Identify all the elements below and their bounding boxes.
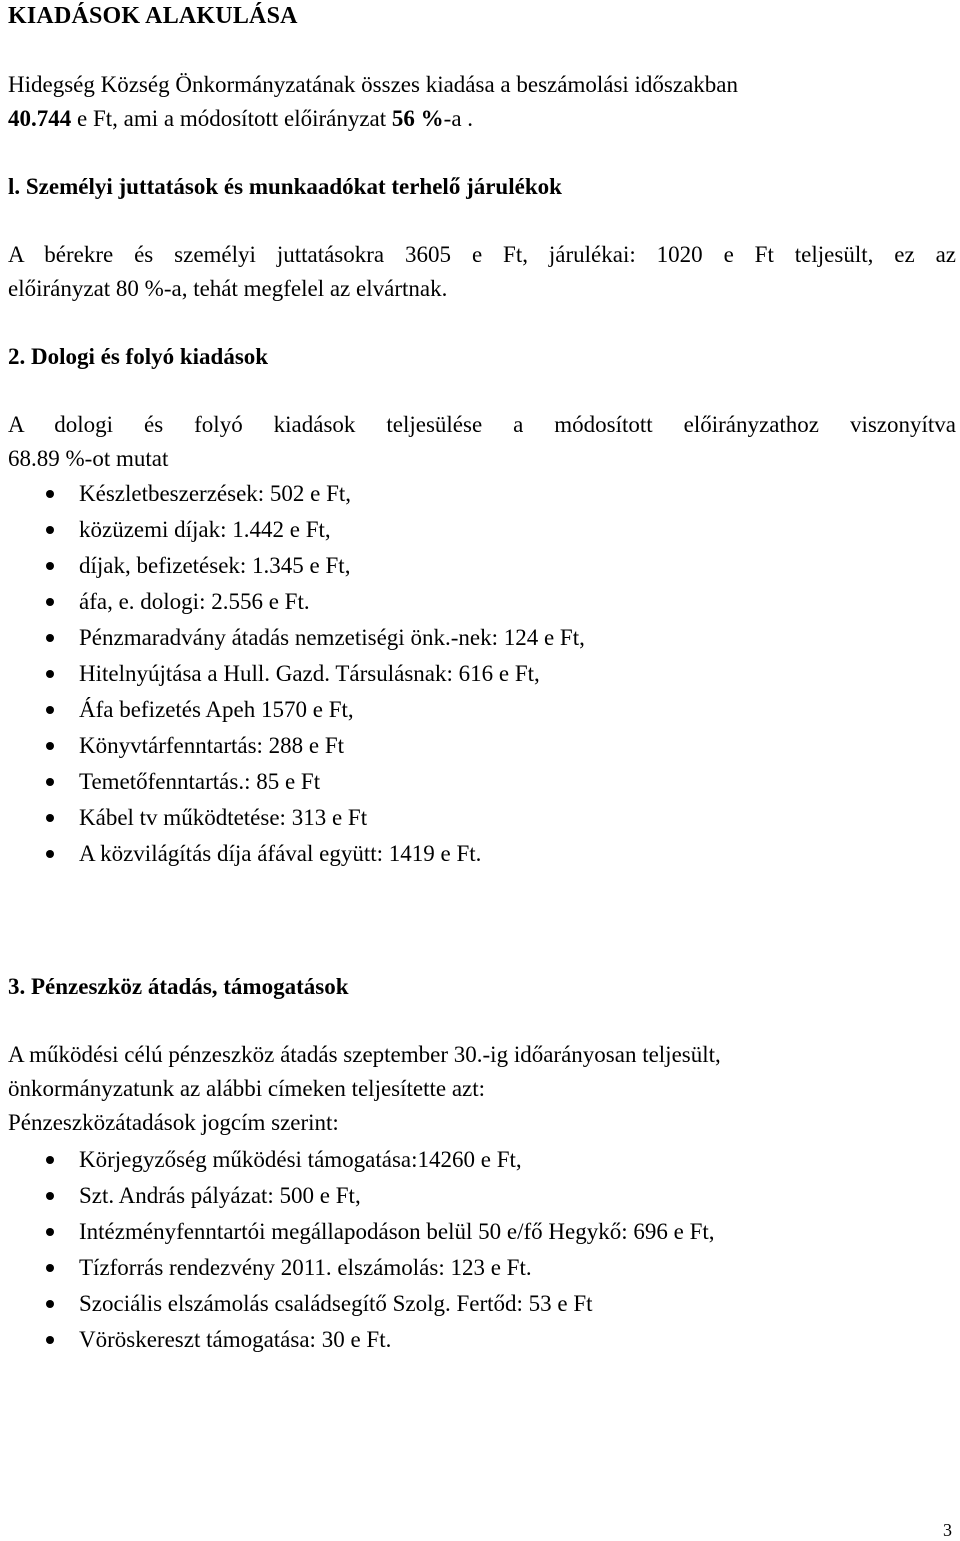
section-1-heading: l. Személyi juttatások és munkaadókat terhelő járulékok (8, 174, 562, 199)
list-item-text: A közvilágítás díja áfával együtt: 1419 e Ft. (79, 841, 482, 866)
bullet-icon (46, 1264, 54, 1272)
list-item (8, 800, 956, 836)
section-3-line-1: A működési célú pénzeszköz átadás szeptember 30.-ig időarányosan teljesült, (8, 1042, 721, 1067)
list-item-text: Vöröskereszt támogatása: 30 e Ft. (79, 1327, 392, 1352)
list-item (8, 1142, 956, 1178)
intro-paragraph (8, 68, 956, 136)
list-item-text: Áfa befizetés Apeh 1570 e Ft, (79, 697, 354, 722)
section-3-paragraph (8, 1038, 956, 1140)
section-2-line-1: A dologi és folyó kiadások teljesülése a módosított előirányzathoz viszonyítva (8, 412, 956, 437)
list-item-text: Intézményfenntartói megállapodáson belül 50 e/fő Hegykő: 696 e Ft, (79, 1219, 715, 1244)
bullet-icon (46, 598, 54, 606)
list-item (8, 620, 956, 656)
list-item-text: Körjegyzőség működési támogatása:14260 e Ft, (79, 1147, 522, 1172)
list-item (8, 836, 956, 872)
bullet-icon (46, 1192, 54, 1200)
bullet-icon (46, 1156, 54, 1164)
list-item-text: Temetőfenntartás.: 85 e Ft (79, 769, 321, 794)
list-item-text: Tízforrás rendezvény 2011. elszámolás: 123 e Ft. (79, 1255, 532, 1280)
list-item (8, 1286, 956, 1322)
list-item (8, 656, 956, 692)
bullet-icon (46, 526, 54, 534)
list-item-text: Kábel tv működtetése: 313 e Ft (79, 805, 368, 830)
list-item (8, 692, 956, 728)
section-3-heading: 3. Pénzeszköz átadás, támogatások (8, 974, 349, 999)
bullet-icon (46, 778, 54, 786)
bullet-icon (46, 634, 54, 642)
section-2-line-2: 68.89 %-ot mutat (8, 446, 169, 471)
bullet-icon (46, 670, 54, 678)
bullet-icon (46, 562, 54, 570)
bullet-icon (46, 742, 54, 750)
section-2-heading: 2. Dologi és folyó kiadások (8, 344, 269, 369)
total-percent: 56 % (391, 106, 444, 131)
list-item-text: Könyvtárfenntartás: 288 e Ft (79, 733, 345, 758)
list-item (8, 764, 956, 800)
intro-line-1: Hidegség Község Önkormányzatának összes kiadása a beszámolási időszakban (8, 72, 739, 97)
bullet-icon (46, 850, 54, 858)
section-1-line-2: előirányzat 80 %-a, tehát megfelel az elvártnak. (8, 276, 448, 301)
list-item (8, 548, 956, 584)
section-3-list (8, 1142, 956, 1358)
list-item-text: Szociális elszámolás családsegítő Szolg. Fertőd: 53 e Ft (79, 1291, 593, 1316)
section-2-paragraph (8, 408, 956, 476)
section-3-line-2: önkormányzatunk az alábbi címeken teljesítette azt: (8, 1076, 486, 1101)
list-item (8, 584, 956, 620)
list-item (8, 1322, 956, 1358)
bullet-icon (46, 1336, 54, 1344)
bullet-icon (46, 706, 54, 714)
list-item-text: Készletbeszerzések: 502 e Ft, (79, 481, 352, 506)
bullet-icon (46, 814, 54, 822)
intro-line-2: 40.744 e Ft, ami a módosított előirányzat 56 %-a . (8, 106, 474, 131)
list-item (8, 512, 956, 548)
list-item (8, 1250, 956, 1286)
list-item (8, 1178, 956, 1214)
list-item-text: közüzemi díjak: 1.442 e Ft, (79, 517, 331, 542)
list-item-text: Szt. András pályázat: 500 e Ft, (79, 1183, 361, 1208)
total-amount: 40.744 (8, 106, 72, 131)
list-item-text: Pénzmaradvány átadás nemzetiségi önk.-nek: 124 e Ft, (79, 625, 585, 650)
section-1-line-1: A bérekre és személyi juttatásokra 3605 e Ft, járulékai: 1020 e Ft teljesült, ez az (8, 242, 956, 267)
list-item (8, 476, 956, 512)
bullet-icon (46, 1300, 54, 1308)
section-2-list (8, 476, 956, 872)
page-number: 3 (943, 1520, 952, 1540)
bullet-icon (46, 1228, 54, 1236)
list-item (8, 728, 956, 764)
section-1-paragraph (8, 238, 956, 306)
section-3-line-3: Pénzeszközátadások jogcím szerint: (8, 1110, 339, 1135)
list-item-text: díjak, befizetések: 1.345 e Ft, (79, 553, 351, 578)
page-title: KIADÁSOK ALAKULÁSA (8, 3, 298, 29)
list-item-text: Hitelnyújtása a Hull. Gazd. Társulásnak: 616 e Ft, (79, 661, 540, 686)
bullet-icon (46, 490, 54, 498)
list-item-text: áfa, e. dologi: 2.556 e Ft. (79, 589, 310, 614)
list-item (8, 1214, 956, 1250)
